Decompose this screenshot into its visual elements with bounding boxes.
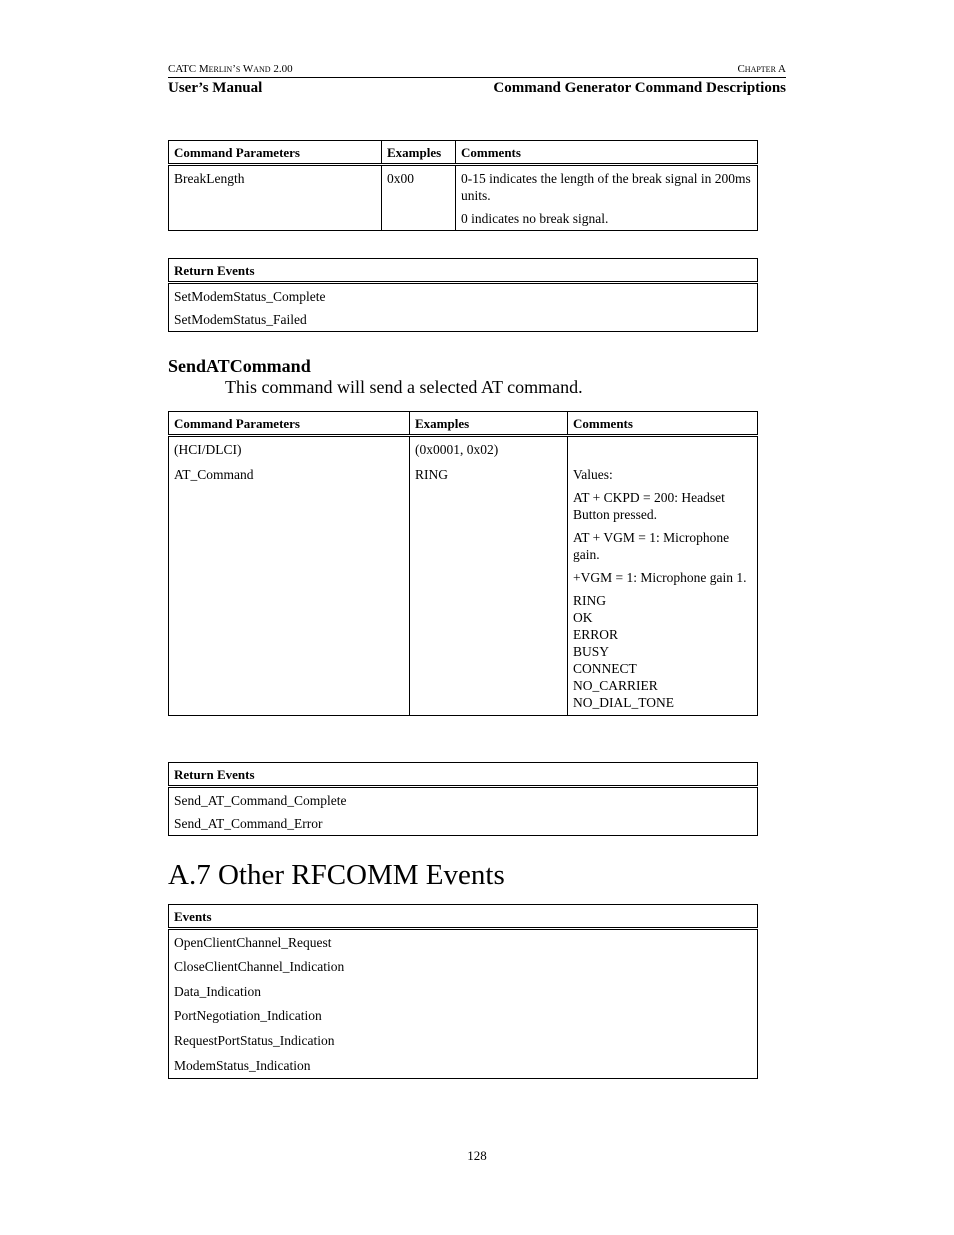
list-item: ERROR	[573, 627, 619, 642]
event-cell: SetModemStatus_Failed	[169, 308, 758, 332]
section-heading: A.7 Other RFCOMM Events	[168, 859, 505, 891]
col-header-examples: Examples	[382, 141, 456, 165]
header-manual: User’s Manual	[168, 80, 263, 96]
comment-text: 0-15 indicates the length of the break signal in 200ms units.	[461, 171, 751, 203]
page-header	[168, 62, 786, 97]
command-parameters-table-1	[168, 140, 758, 231]
table-row	[169, 308, 758, 332]
col-header-examples: Examples	[410, 412, 568, 436]
table-row	[169, 980, 758, 1004]
comment-cell	[568, 462, 758, 716]
return-events-table-2	[168, 762, 758, 836]
header-chapter: Chapter A	[737, 63, 786, 75]
list-item: RING	[573, 593, 606, 608]
header-section: Command Generator Command Descriptions	[493, 80, 786, 96]
col-header-return-events: Return Events	[169, 259, 758, 283]
param-cell: AT_Command	[169, 462, 410, 716]
table-row	[169, 955, 758, 980]
comment-text: AT + VGM = 1: Microphone gain.	[573, 530, 730, 562]
table-row	[169, 283, 758, 309]
param-cell: (HCI/DLCI)	[169, 436, 410, 463]
event-cell: PortNegotiation_Indication	[169, 1004, 758, 1029]
event-cell: CloseClientChannel_Indication	[169, 955, 758, 980]
table-row	[169, 929, 758, 956]
col-header-events: Events	[169, 905, 758, 929]
example-cell: (0x0001, 0x02)	[410, 436, 568, 463]
table-row	[169, 165, 758, 231]
event-cell: OpenClientChannel_Request	[169, 929, 758, 956]
command-parameters-table-2	[168, 411, 758, 716]
comment-cell	[568, 436, 758, 463]
table-row	[169, 436, 758, 463]
table-row	[169, 462, 758, 716]
table-row	[169, 812, 758, 836]
section-title: SendATCommand	[168, 356, 311, 376]
event-cell: Data_Indication	[169, 980, 758, 1004]
table-row	[169, 1004, 758, 1029]
list-item: NO_CARRIER	[573, 678, 658, 693]
event-cell: Send_AT_Command_Complete	[169, 787, 758, 813]
list-item: NO_DIAL_TONE	[573, 695, 674, 710]
param-cell: BreakLength	[169, 165, 382, 231]
comment-text: Values:	[573, 467, 613, 482]
list-item: CONNECT	[573, 661, 637, 676]
table-row	[169, 1029, 758, 1054]
event-cell: Send_AT_Command_Error	[169, 812, 758, 836]
header-product: CATC Merlin’s Wand 2.00	[168, 63, 293, 75]
page-number: 128	[467, 1148, 487, 1163]
example-cell: 0x00	[382, 165, 456, 231]
comment-text: 0 indicates no break signal.	[461, 211, 609, 226]
example-cell: RING	[410, 462, 568, 716]
event-cell: RequestPortStatus_Indication	[169, 1029, 758, 1054]
event-cell: ModemStatus_Indication	[169, 1054, 758, 1079]
event-cell: SetModemStatus_Complete	[169, 283, 758, 309]
col-header-parameters: Command Parameters	[169, 412, 410, 436]
comment-text: AT + CKPD = 200: Headset Button pressed.	[573, 490, 725, 522]
list-item: BUSY	[573, 644, 610, 659]
comment-cell	[456, 165, 758, 231]
section-description: This command will send a selected AT command.	[225, 377, 583, 397]
header-rule	[168, 77, 786, 78]
list-item: OK	[573, 610, 593, 625]
return-events-table-1	[168, 258, 758, 332]
col-header-parameters: Command Parameters	[169, 141, 382, 165]
comment-text: +VGM = 1: Microphone gain 1.	[573, 570, 747, 585]
col-header-comments: Comments	[568, 412, 758, 436]
col-header-comments: Comments	[456, 141, 758, 165]
table-row	[169, 787, 758, 813]
col-header-return-events: Return Events	[169, 763, 758, 787]
events-table	[168, 904, 758, 1079]
table-row	[169, 1054, 758, 1079]
